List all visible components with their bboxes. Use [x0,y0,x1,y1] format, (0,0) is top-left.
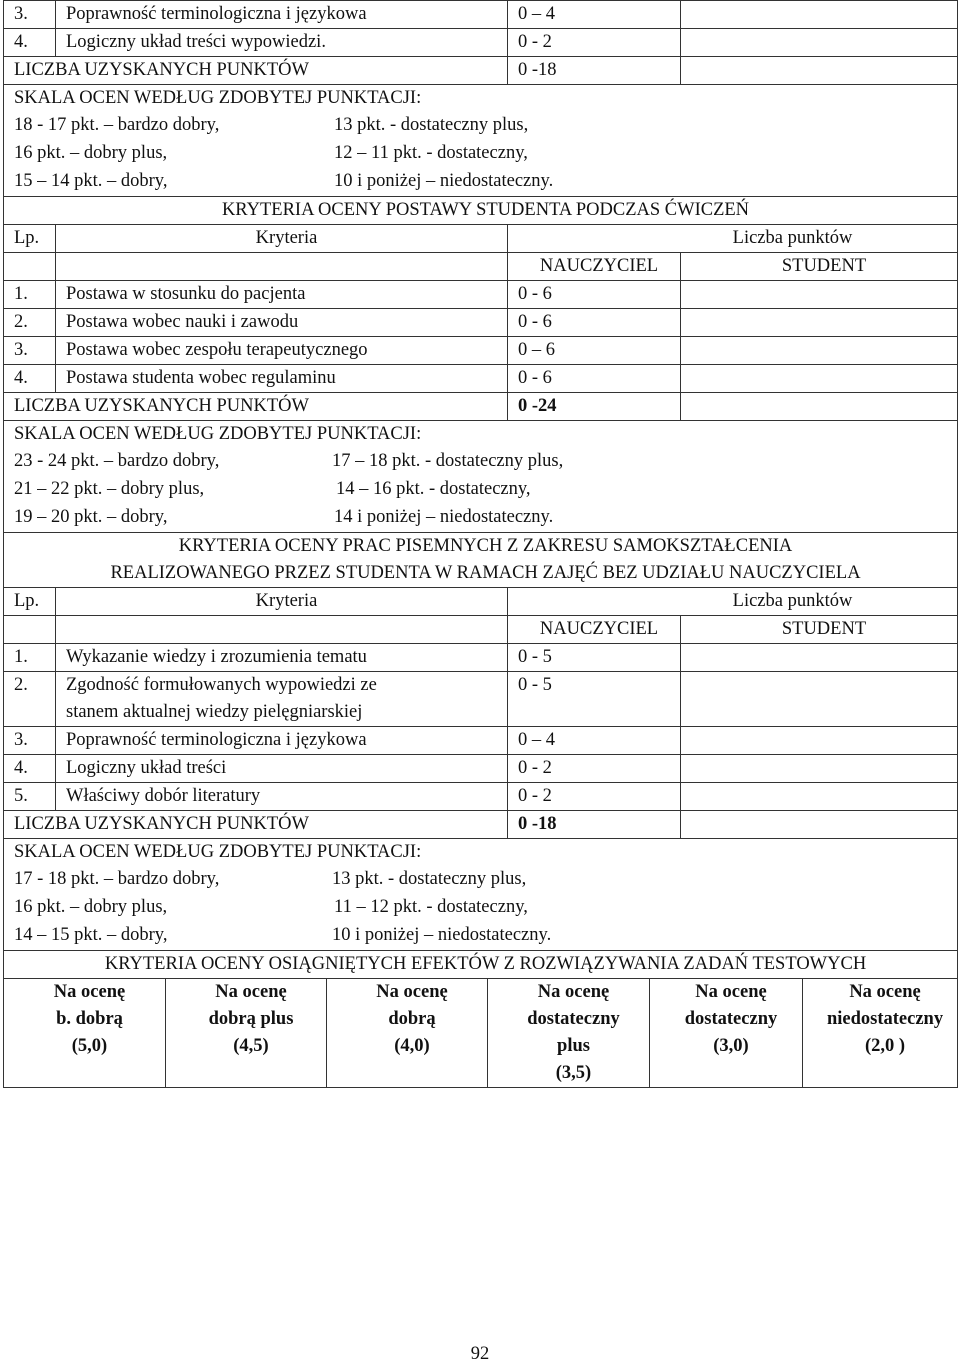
header-lp: Lp. [4,588,56,616]
criterion-text: Poprawność terminologiczna i językowa [56,727,508,755]
student-cell [681,29,958,57]
section-title-row [4,197,958,225]
criterion-text: Postawa studenta wobec regulaminu [56,365,508,393]
document-page [3,0,957,1088]
criterion-points: 0 - 6 [508,281,681,309]
section-title-row [4,951,958,979]
criterion-points: 0 - 6 [508,309,681,337]
header-points: Liczba punktów [508,588,958,616]
header-criteria: Kryteria [56,225,508,253]
scale-line: 21 – 22 pkt. – dobry plus, 14 – 16 pkt. - dostateczny, [14,479,531,499]
criterion-text: Postawa wobec zespołu terapeutycznego [56,337,508,365]
student-cell [681,309,958,337]
criterion-text: Poprawność terminologiczna i językowa [56,1,508,29]
grade-cell: Na ocenę dobrą (4,0) [327,979,488,1088]
student-cell [681,672,958,727]
scale-block [4,85,958,197]
total-points: 0 -18 [508,57,681,85]
criterion-points: 0 – 6 [508,337,681,365]
header-points: Liczba punktów [508,225,958,253]
criterion-points: 0 – 4 [508,1,681,29]
row-number: 3. [4,337,56,365]
total-label: LICZBA UZYSKANYCH PUNKTÓW [4,57,508,85]
student-cell [681,811,958,839]
scale-line: 14 – 15 pkt. – dobry, 10 i poniżej – niedostateczny. [14,925,552,945]
total-row [4,393,958,421]
criterion-text-cont: stanem aktualnej wiedzy pielęgniarskiej [66,702,363,722]
criterion-text: Postawa wobec nauki i zawodu [56,309,508,337]
header-teacher: NAUCZYCIEL [508,253,681,281]
row-number: 2. [4,309,56,337]
row-number: 2. [4,672,56,727]
scale-line: 19 – 20 pkt. – dobry, 14 i poniżej – niedostateczny. [14,507,554,527]
scale-line: 18 - 17 pkt. – bardzo dobry, 13 pkt. - dostateczny plus, [14,115,529,135]
criterion-points: 0 - 2 [508,755,681,783]
section-title-line1: KRYTERIA OCENY PRAC PISEMNYCH Z ZAKRESU SAMOKSZTAŁCENIA [178,536,793,556]
criterion-text: Właściwy dobór literatury [56,783,508,811]
criterion-points: 0 - 6 [508,365,681,393]
scale-block [4,421,958,533]
criteria-table [3,0,958,951]
total-points: 0 -24 [508,393,681,421]
table-row [4,309,958,337]
scale-line: 17 - 18 pkt. – bardzo dobry, 13 pkt. - dostateczny plus, [14,869,527,889]
table-row [4,29,958,57]
section-title-line2: REALIZOWANEGO PRZEZ STUDENTA W RAMACH ZAJĘĆ BEZ UDZIAŁU NAUCZYCIELA [110,563,861,583]
table-row [4,755,958,783]
grade-cell: Na ocenę dobrą plus (4,5) [166,979,327,1088]
scale-line: 15 – 14 pkt. – dobry, 10 i poniżej – niedostateczny. [14,171,554,191]
student-cell [681,783,958,811]
scale-line: 23 - 24 pkt. – bardzo dobry, 17 – 18 pkt. - dostateczny plus, [14,451,564,471]
student-cell [681,337,958,365]
subheader-row [4,616,958,644]
student-cell [681,365,958,393]
header-row [4,225,958,253]
row-number: 5. [4,783,56,811]
table-row [4,672,958,727]
section-title: KRYTERIA OCENY OSIĄGNIĘTYCH EFEKTÓW Z ROZWIĄZYWANIA ZADAŃ TESTOWYCH [4,951,958,979]
table-row [4,783,958,811]
criterion-text: Logiczny układ treści wypowiedzi. [56,29,508,57]
grade-cell: Na ocenę b. dobrą (5,0) [4,979,166,1088]
header-criteria: Kryteria [56,588,508,616]
table-row [4,644,958,672]
header-lp: Lp. [4,225,56,253]
criterion-text: Logiczny układ treści [56,755,508,783]
row-number: 1. [4,644,56,672]
grade-cell: Na ocenę niedostateczny (2,0 ) [803,979,958,1088]
table-row [4,1,958,29]
grades-row [4,979,958,1088]
row-number: 3. [4,1,56,29]
student-cell [681,755,958,783]
row-number: 1. [4,281,56,309]
subheader-row [4,253,958,281]
student-cell [681,644,958,672]
table-row [4,281,958,309]
row-number: 4. [4,755,56,783]
header-student: STUDENT [681,253,958,281]
row-number: 4. [4,365,56,393]
student-cell [681,1,958,29]
header-student: STUDENT [681,616,958,644]
criterion-points: 0 – 4 [508,727,681,755]
scale-title: SKALA OCEN WEDŁUG ZDOBYTEJ PUNKTACJI: [14,842,422,862]
criterion-text: Wykazanie wiedzy i zrozumienia tematu [56,644,508,672]
scale-line: 16 pkt. – dobry plus, 11 – 12 pkt. - dostateczny, [14,897,528,917]
scale-line: 16 pkt. – dobry plus, 12 – 11 pkt. - dostateczny, [14,143,528,163]
scale-title: SKALA OCEN WEDŁUG ZDOBYTEJ PUNKTACJI: [14,424,422,444]
total-row [4,811,958,839]
criterion-points: 0 - 5 [508,644,681,672]
criterion-points: 0 - 5 [508,672,681,727]
scale-block [4,839,958,951]
criterion-text: Postawa w stosunku do pacjenta [56,281,508,309]
criterion-points: 0 - 2 [508,783,681,811]
table-row [4,365,958,393]
total-label: LICZBA UZYSKANYCH PUNKTÓW [4,811,508,839]
table-row [4,337,958,365]
student-cell [681,727,958,755]
test-grades-table [3,951,958,1088]
header-row [4,588,958,616]
student-cell [681,281,958,309]
total-row [4,57,958,85]
row-number: 4. [4,29,56,57]
total-points: 0 -18 [508,811,681,839]
page-number: 92 [470,1344,490,1364]
header-teacher: NAUCZYCIEL [508,616,681,644]
student-cell [681,57,958,85]
row-number: 3. [4,727,56,755]
criterion-points: 0 - 2 [508,29,681,57]
grade-cell: Na ocenę dostateczny (3,0) [650,979,803,1088]
student-cell [681,393,958,421]
scale-title: SKALA OCEN WEDŁUG ZDOBYTEJ PUNKTACJI: [14,88,422,108]
criterion-text: Zgodność formułowanych wypowiedzi ze [66,675,377,695]
grade-cell: Na ocenę dostateczny plus (3,5) [488,979,650,1088]
table-row [4,727,958,755]
section-title: KRYTERIA OCENY POSTAWY STUDENTA PODCZAS ĆWICZEŃ [4,197,958,225]
total-label: LICZBA UZYSKANYCH PUNKTÓW [4,393,508,421]
section-title-row [4,533,958,588]
